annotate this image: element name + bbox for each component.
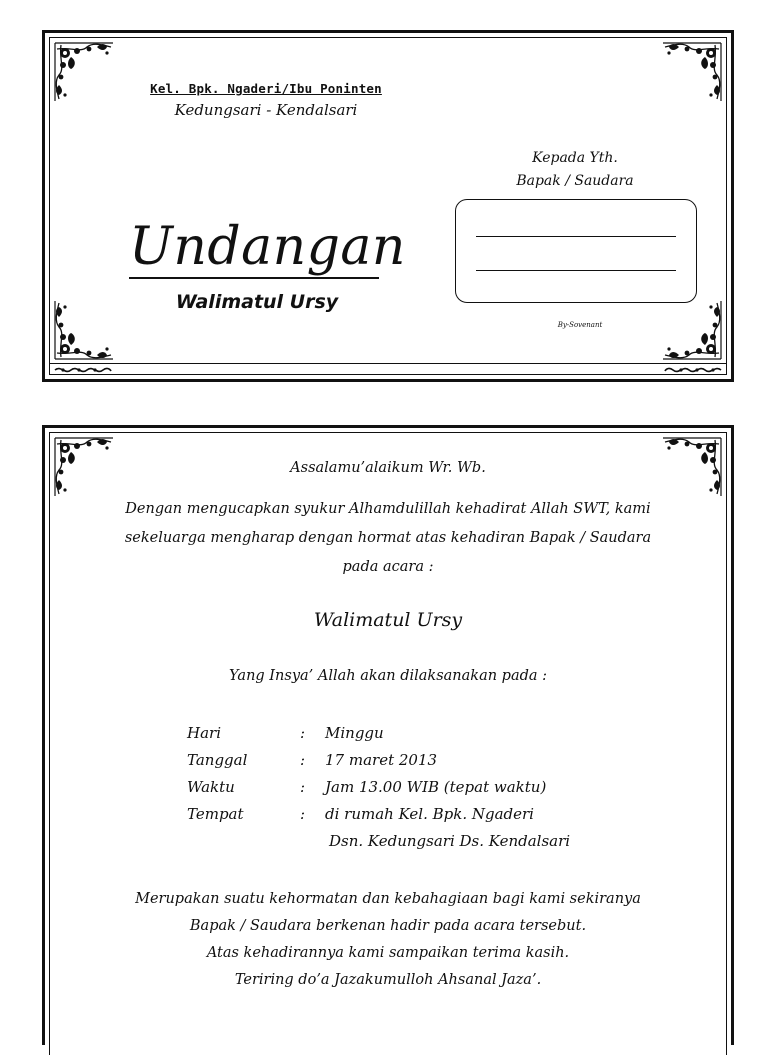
floral-corner-icon xyxy=(51,297,117,363)
letter-card xyxy=(42,425,734,1045)
detail-row-place xyxy=(187,801,607,828)
recipient-line-2: Bapak / Saudara xyxy=(516,173,634,189)
opening-line: pada acara : xyxy=(342,559,434,575)
greeting: Assalamu’alaikum Wr. Wb. xyxy=(290,460,486,476)
closing-paragraph xyxy=(105,886,671,994)
detail-value: 17 maret 2013 xyxy=(325,751,438,769)
address-line xyxy=(476,270,676,271)
decorative-strip xyxy=(49,363,727,376)
closing-line: Merupakan suatu kehormatan dan kebahagiaan bagi kami sekiranya xyxy=(135,891,641,907)
detail-label: Waktu xyxy=(187,778,235,796)
sender-family: Kel. Bpk. Ngaderi/Ibu Poninten xyxy=(150,81,382,96)
detail-value: Jam 13.00 WIB (tepat waktu) xyxy=(325,778,547,796)
floral-strip-icon xyxy=(53,365,113,375)
detail-label: Hari xyxy=(187,724,221,742)
detail-separator: : xyxy=(300,751,306,769)
address-line xyxy=(476,236,676,237)
closing-line: Atas kehadirannya kami sampaikan terima kasih. xyxy=(206,945,570,961)
closing-line: Bapak / Saudara berkenan hadir pada acara tersebut. xyxy=(189,918,587,934)
detail-value: Minggu xyxy=(325,724,384,742)
opening-line: sekeluarga mengharap dengan hormat atas kehadiran Bapak / Saudara xyxy=(124,530,652,546)
detail-label: Tempat xyxy=(187,805,244,823)
detail-separator: : xyxy=(300,778,306,796)
event-name: Walimatul Ursy xyxy=(313,609,463,631)
detail-separator: : xyxy=(300,724,306,742)
recipient-label xyxy=(485,147,665,193)
sender-village: Kedungsari - Kendalsari xyxy=(174,101,358,119)
floral-corner-icon xyxy=(659,39,725,105)
floral-corner-icon xyxy=(659,297,725,363)
closing-line: Teriring do’a Jazakumulloh Ahsanal Jaza’. xyxy=(234,972,542,988)
recipient-line-1: Kepada Yth. xyxy=(532,150,618,166)
opening-paragraph xyxy=(115,495,661,582)
designer-credit: By-Sovenant xyxy=(557,321,603,329)
floral-corner-icon xyxy=(51,39,117,105)
detail-value: Dsn. Kedungsari Ds. Kendalsari xyxy=(329,832,571,850)
event-details xyxy=(187,720,607,855)
invitation-subtitle: Walimatul Ursy xyxy=(175,291,339,313)
invitation-title: Undangan xyxy=(129,217,406,277)
address-box xyxy=(455,199,697,303)
detail-separator: : xyxy=(300,805,306,823)
schedule-intro: Yang Insya’ Allah akan dilaksanakan pada : xyxy=(228,668,548,684)
detail-row-time xyxy=(187,774,607,801)
floral-strip-icon xyxy=(663,365,723,375)
detail-value: di rumah Kel. Bpk. Ngaderi xyxy=(325,805,534,823)
detail-row-date xyxy=(187,747,607,774)
opening-line: Dengan mengucapkan syukur Alhamdulillah kehadirat Allah SWT, kami xyxy=(125,501,651,517)
detail-label: Tanggal xyxy=(187,751,248,769)
detail-row-place-continued xyxy=(187,828,607,855)
envelope-card xyxy=(42,30,734,382)
detail-row-day xyxy=(187,720,607,747)
